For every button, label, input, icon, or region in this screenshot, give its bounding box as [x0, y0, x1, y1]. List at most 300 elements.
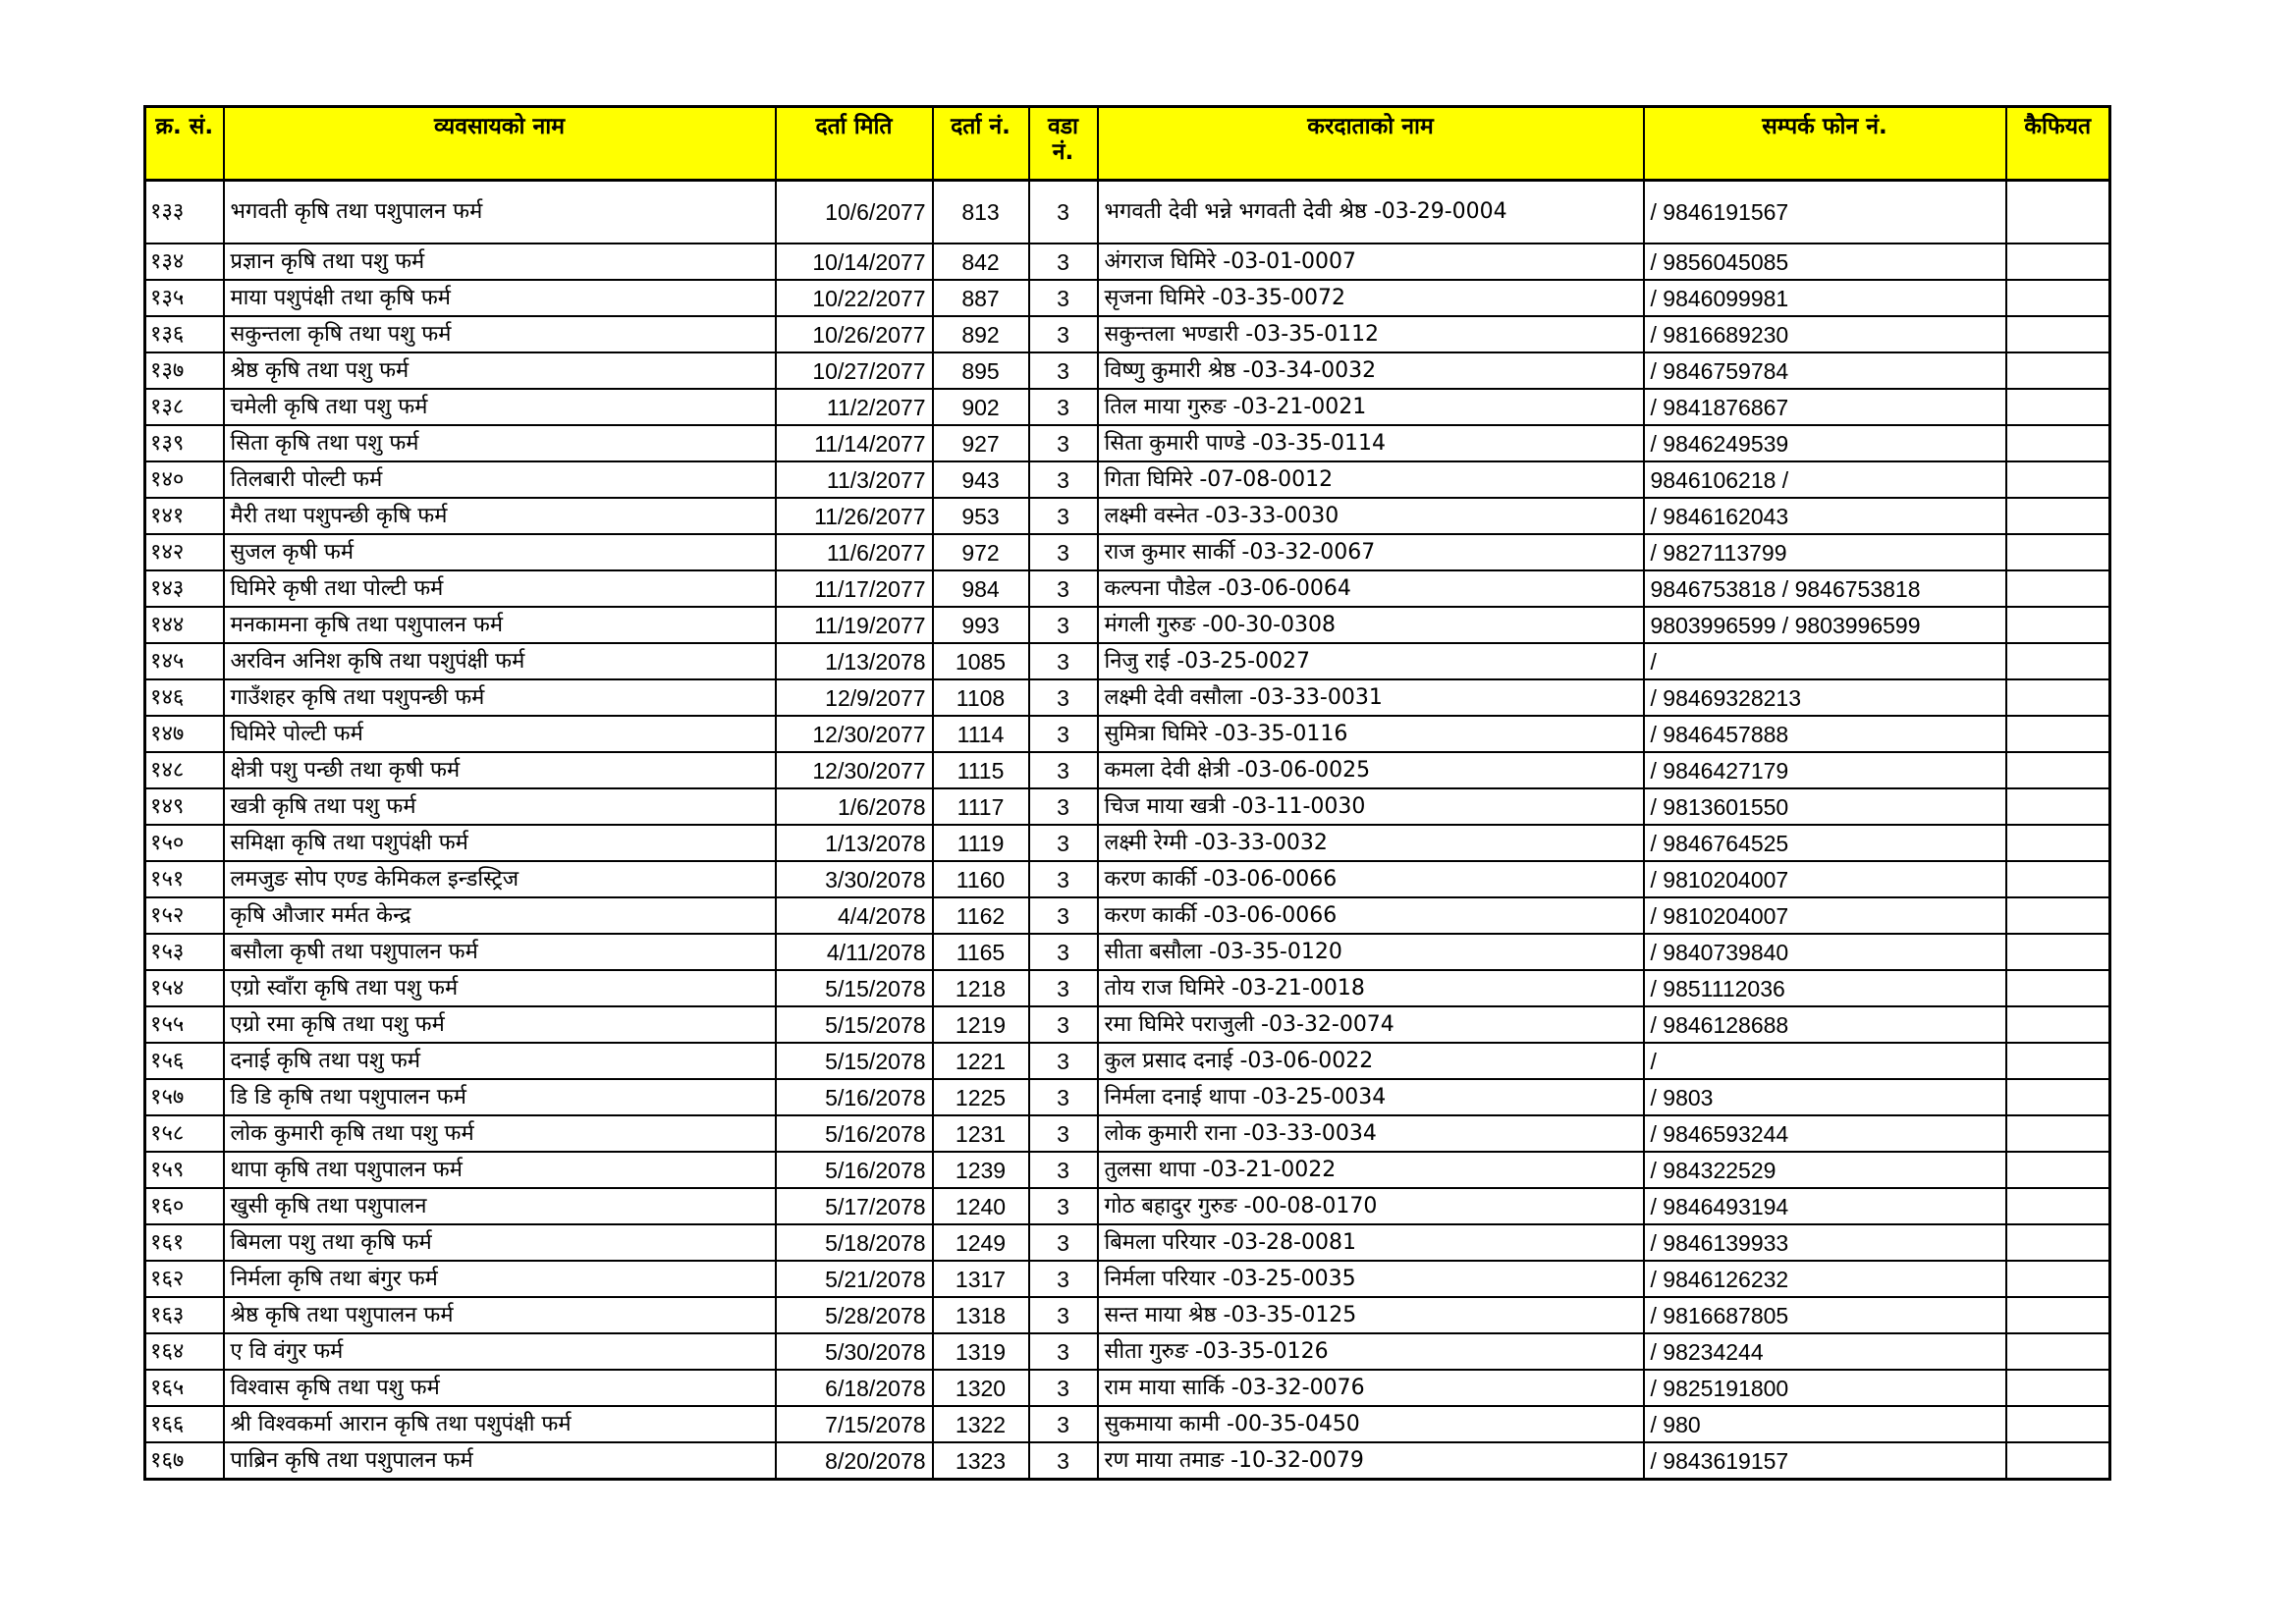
row-registration-number: 1249	[933, 1224, 1029, 1261]
row-remarks	[2006, 752, 2110, 788]
header-registration-number: दर्ता नं.	[933, 107, 1029, 181]
row-business-name: भगवती कृषि तथा पशुपालन फर्म	[224, 181, 776, 244]
row-contact-phone: / 98234244	[1644, 1333, 2006, 1370]
row-business-name: एग्रो स्वाँरा कृषि तथा पशु फर्म	[224, 970, 776, 1006]
row-taxpayer-name: विष्णु कुमारी श्रेष्ठ -03-34-0032	[1098, 352, 1644, 389]
row-business-name: श्रेष्ठ कृषि तथा पशु फर्म	[224, 352, 776, 389]
row-taxpayer-name: करण कार्की -03-06-0066	[1098, 861, 1644, 897]
row-registration-date: 5/18/2078	[776, 1224, 933, 1261]
row-ward-number: 3	[1029, 1152, 1098, 1188]
table-row	[145, 461, 2110, 498]
row-registration-date: 11/14/2077	[776, 425, 933, 461]
row-registration-date: 5/17/2078	[776, 1188, 933, 1224]
row-registration-date: 11/3/2077	[776, 461, 933, 498]
row-ward-number: 3	[1029, 244, 1098, 280]
table-row	[145, 498, 2110, 534]
row-taxpayer-name: सुमित्रा घिमिरे -03-35-0116	[1098, 716, 1644, 752]
row-remarks	[2006, 607, 2110, 643]
row-business-name: निर्मला कृषि तथा बंगुर फर्म	[224, 1261, 776, 1297]
row-registration-date: 6/18/2078	[776, 1370, 933, 1406]
row-registration-date: 10/22/2077	[776, 280, 933, 316]
row-registration-date: 10/6/2077	[776, 181, 933, 244]
row-contact-phone: / 9846457888	[1644, 716, 2006, 752]
row-remarks	[2006, 1442, 2110, 1480]
row-serial-number: १५४	[145, 970, 224, 1006]
row-remarks	[2006, 716, 2110, 752]
row-ward-number: 3	[1029, 181, 1098, 244]
row-registration-date: 5/28/2078	[776, 1297, 933, 1333]
table-row	[145, 1370, 2110, 1406]
row-registration-date: 11/17/2077	[776, 570, 933, 607]
row-contact-phone: / 9846099981	[1644, 280, 2006, 316]
row-business-name: ए वि वंगुर फर्म	[224, 1333, 776, 1370]
table-row	[145, 861, 2110, 897]
row-taxpayer-name: लक्ष्मी देवी वसौला -03-33-0031	[1098, 679, 1644, 716]
row-taxpayer-name: मंगली गुरुङ -00-30-0308	[1098, 607, 1644, 643]
row-registration-number: 895	[933, 352, 1029, 389]
row-remarks	[2006, 1261, 2110, 1297]
row-taxpayer-name: राज कुमार सार्की -03-32-0067	[1098, 534, 1644, 570]
row-contact-phone: / 9846764525	[1644, 825, 2006, 861]
row-ward-number: 3	[1029, 1406, 1098, 1442]
row-business-name: घिमिरे कृषी तथा पोल्टी फर्म	[224, 570, 776, 607]
row-contact-phone: / 9843619157	[1644, 1442, 2006, 1480]
row-taxpayer-name: सिता कुमारी पाण्डे -03-35-0114	[1098, 425, 1644, 461]
row-remarks	[2006, 643, 2110, 679]
table-row	[145, 643, 2110, 679]
row-taxpayer-name: अंगराज घिमिरे -03-01-0007	[1098, 244, 1644, 280]
row-remarks	[2006, 679, 2110, 716]
row-remarks	[2006, 825, 2110, 861]
row-remarks	[2006, 461, 2110, 498]
table-row	[145, 679, 2110, 716]
row-taxpayer-name: करण कार्की -03-06-0066	[1098, 897, 1644, 934]
row-ward-number: 3	[1029, 1006, 1098, 1043]
row-business-name: मैरी तथा पशुपन्छी कृषि फर्म	[224, 498, 776, 534]
row-serial-number: १५९	[145, 1152, 224, 1188]
row-remarks	[2006, 1333, 2110, 1370]
table-header-row	[145, 107, 2110, 181]
row-registration-date: 11/19/2077	[776, 607, 933, 643]
row-registration-date: 12/30/2077	[776, 716, 933, 752]
header-business-name: व्यवसायको नाम	[224, 107, 776, 181]
row-taxpayer-name: सीता गुरुङ -03-35-0126	[1098, 1333, 1644, 1370]
row-remarks	[2006, 1297, 2110, 1333]
row-serial-number: १४८	[145, 752, 224, 788]
row-registration-date: 12/9/2077	[776, 679, 933, 716]
row-ward-number: 3	[1029, 897, 1098, 934]
row-taxpayer-name: भगवती देवी भन्ने भगवती देवी श्रेष्ठ -03-29-0004	[1098, 181, 1644, 244]
row-contact-phone: / 9840739840	[1644, 934, 2006, 970]
row-business-name: घिमिरे पोल्टी फर्म	[224, 716, 776, 752]
row-registration-date: 12/30/2077	[776, 752, 933, 788]
row-registration-date: 10/26/2077	[776, 316, 933, 352]
row-taxpayer-name: लक्ष्मी वस्नेत -03-33-0030	[1098, 498, 1644, 534]
row-registration-date: 1/13/2078	[776, 825, 933, 861]
row-business-name: मनकामना कृषि तथा पशुपालन फर्म	[224, 607, 776, 643]
row-ward-number: 3	[1029, 1297, 1098, 1333]
row-serial-number: १३४	[145, 244, 224, 280]
row-taxpayer-name: रमा घिमिरे पराजुली -03-32-0074	[1098, 1006, 1644, 1043]
row-taxpayer-name: गोठ बहादुर गुरुङ -00-08-0170	[1098, 1188, 1644, 1224]
row-registration-number: 1317	[933, 1261, 1029, 1297]
row-taxpayer-name: लोक कुमारी राना -03-33-0034	[1098, 1115, 1644, 1152]
row-contact-phone: 9803996599 / 9803996599	[1644, 607, 2006, 643]
row-serial-number: १६५	[145, 1370, 224, 1406]
row-contact-phone: / 9810204007	[1644, 897, 2006, 934]
row-ward-number: 3	[1029, 1442, 1098, 1480]
row-business-name: डि डि कृषि तथा पशुपालन फर्म	[224, 1079, 776, 1115]
row-ward-number: 3	[1029, 934, 1098, 970]
row-contact-phone: / 984322529	[1644, 1152, 2006, 1188]
row-remarks	[2006, 1079, 2110, 1115]
row-ward-number: 3	[1029, 461, 1098, 498]
row-ward-number: 3	[1029, 1224, 1098, 1261]
row-serial-number: १६३	[145, 1297, 224, 1333]
row-taxpayer-name: सृजना घिमिरे -03-35-0072	[1098, 280, 1644, 316]
row-contact-phone: / 9846759784	[1644, 352, 2006, 389]
row-serial-number: १५२	[145, 897, 224, 934]
table-row	[145, 970, 2110, 1006]
row-remarks	[2006, 1115, 2110, 1152]
row-taxpayer-name: राम माया सार्कि -03-32-0076	[1098, 1370, 1644, 1406]
row-ward-number: 3	[1029, 679, 1098, 716]
row-registration-number: 1323	[933, 1442, 1029, 1480]
row-contact-phone: / 9851112036	[1644, 970, 2006, 1006]
row-contact-phone: / 9813601550	[1644, 788, 2006, 825]
row-business-name: समिक्षा कृषि तथा पशुपंक्षी फर्म	[224, 825, 776, 861]
table-row	[145, 1442, 2110, 1480]
row-ward-number: 3	[1029, 788, 1098, 825]
row-ward-number: 3	[1029, 752, 1098, 788]
row-registration-date: 4/4/2078	[776, 897, 933, 934]
row-remarks	[2006, 534, 2110, 570]
row-remarks	[2006, 1224, 2110, 1261]
row-registration-number: 927	[933, 425, 1029, 461]
row-registration-number: 1322	[933, 1406, 1029, 1442]
header-remarks: कैफियत	[2006, 107, 2110, 181]
row-registration-number: 1119	[933, 825, 1029, 861]
row-serial-number: १४२	[145, 534, 224, 570]
row-remarks	[2006, 897, 2110, 934]
row-taxpayer-name: सुकमाया कामी -00-35-0450	[1098, 1406, 1644, 1442]
table-row	[145, 1261, 2110, 1297]
row-business-name: लमजुङ सोप एण्ड केमिकल इन्डस्ट्रिज	[224, 861, 776, 897]
row-serial-number: १३९	[145, 425, 224, 461]
table-row	[145, 570, 2110, 607]
row-serial-number: १३३	[145, 181, 224, 244]
row-business-name: श्रेष्ठ कृषि तथा पशुपालन फर्म	[224, 1297, 776, 1333]
row-registration-number: 842	[933, 244, 1029, 280]
row-business-name: प्रज्ञान कृषि तथा पशु फर्म	[224, 244, 776, 280]
row-registration-date: 5/16/2078	[776, 1115, 933, 1152]
row-business-name: सुजल कृषी फर्म	[224, 534, 776, 570]
row-registration-number: 1231	[933, 1115, 1029, 1152]
row-serial-number: १६०	[145, 1188, 224, 1224]
row-ward-number: 3	[1029, 498, 1098, 534]
row-registration-number: 1318	[933, 1297, 1029, 1333]
row-ward-number: 3	[1029, 534, 1098, 570]
row-contact-phone: /	[1644, 643, 2006, 679]
row-business-name: बिमला पशु तथा कृषि फर्म	[224, 1224, 776, 1261]
row-contact-phone: / 9846427179	[1644, 752, 2006, 788]
row-contact-phone: / 9841876867	[1644, 389, 2006, 425]
row-remarks	[2006, 280, 2110, 316]
row-contact-phone: / 9846493194	[1644, 1188, 2006, 1224]
row-registration-date: 5/15/2078	[776, 1043, 933, 1079]
row-ward-number: 3	[1029, 716, 1098, 752]
header-contact-phone: सम्पर्क फोन नं.	[1644, 107, 2006, 181]
row-registration-date: 11/26/2077	[776, 498, 933, 534]
row-registration-date: 5/15/2078	[776, 970, 933, 1006]
row-remarks	[2006, 1370, 2110, 1406]
row-registration-number: 1117	[933, 788, 1029, 825]
row-registration-date: 8/20/2078	[776, 1442, 933, 1480]
row-serial-number: १५०	[145, 825, 224, 861]
row-contact-phone: / 9825191800	[1644, 1370, 2006, 1406]
row-business-name: अरविन अनिश कृषि तथा पशुपंक्षी फर्म	[224, 643, 776, 679]
row-serial-number: १५७	[145, 1079, 224, 1115]
table-row	[145, 1333, 2110, 1370]
table-row	[145, 1115, 2110, 1152]
row-registration-number: 1115	[933, 752, 1029, 788]
row-remarks	[2006, 970, 2110, 1006]
row-contact-phone: / 9846249539	[1644, 425, 2006, 461]
row-registration-date: 5/16/2078	[776, 1152, 933, 1188]
row-remarks	[2006, 934, 2110, 970]
row-contact-phone: /	[1644, 1043, 2006, 1079]
row-registration-number: 1319	[933, 1333, 1029, 1370]
row-serial-number: १६६	[145, 1406, 224, 1442]
row-registration-date: 5/15/2078	[776, 1006, 933, 1043]
row-business-name: एग्रो रमा कृषि तथा पशु फर्म	[224, 1006, 776, 1043]
row-contact-phone: / 9846191567	[1644, 181, 2006, 244]
row-ward-number: 3	[1029, 1043, 1098, 1079]
row-serial-number: १६७	[145, 1442, 224, 1480]
row-serial-number: १४७	[145, 716, 224, 752]
row-remarks	[2006, 570, 2110, 607]
row-registration-date: 1/6/2078	[776, 788, 933, 825]
row-registration-date: 3/30/2078	[776, 861, 933, 897]
row-remarks	[2006, 1406, 2110, 1442]
row-business-name: दनाई कृषि तथा पशु फर्म	[224, 1043, 776, 1079]
row-ward-number: 3	[1029, 425, 1098, 461]
row-contact-phone: / 980	[1644, 1406, 2006, 1442]
table-row	[145, 181, 2110, 244]
table-row	[145, 1224, 2110, 1261]
row-taxpayer-name: सन्त माया श्रेष्ठ -03-35-0125	[1098, 1297, 1644, 1333]
header-ward-number: वडा नं.	[1029, 107, 1098, 181]
row-serial-number: १३८	[145, 389, 224, 425]
row-registration-number: 1240	[933, 1188, 1029, 1224]
table-row	[145, 788, 2110, 825]
row-taxpayer-name: निर्मला दनाई थापा -03-25-0034	[1098, 1079, 1644, 1115]
row-ward-number: 3	[1029, 316, 1098, 352]
row-serial-number: १४५	[145, 643, 224, 679]
row-registration-number: 892	[933, 316, 1029, 352]
table-body	[145, 181, 2110, 1480]
row-registration-number: 887	[933, 280, 1029, 316]
row-serial-number: १५१	[145, 861, 224, 897]
table-row	[145, 897, 2110, 934]
table-row	[145, 425, 2110, 461]
row-registration-number: 953	[933, 498, 1029, 534]
row-contact-phone: / 9846126232	[1644, 1261, 2006, 1297]
row-serial-number: १३५	[145, 280, 224, 316]
row-serial-number: १३७	[145, 352, 224, 389]
row-registration-number: 1114	[933, 716, 1029, 752]
row-remarks	[2006, 181, 2110, 244]
row-contact-phone: / 9803	[1644, 1079, 2006, 1115]
row-business-name: लोक कुमारी कृषि तथा पशु फर्म	[224, 1115, 776, 1152]
row-registration-number: 1239	[933, 1152, 1029, 1188]
table-row	[145, 1406, 2110, 1442]
row-serial-number: १५८	[145, 1115, 224, 1152]
row-taxpayer-name: लक्ष्मी रेग्मी -03-33-0032	[1098, 825, 1644, 861]
row-contact-phone: / 98469328213	[1644, 679, 2006, 716]
row-taxpayer-name: तिल माया गुरुङ -03-21-0021	[1098, 389, 1644, 425]
table-row	[145, 534, 2110, 570]
row-serial-number: १५३	[145, 934, 224, 970]
row-ward-number: 3	[1029, 1115, 1098, 1152]
row-registration-number: 1160	[933, 861, 1029, 897]
row-ward-number: 3	[1029, 861, 1098, 897]
row-registration-date: 10/14/2077	[776, 244, 933, 280]
row-registration-date: 10/27/2077	[776, 352, 933, 389]
table-row	[145, 389, 2110, 425]
row-registration-date: 11/6/2077	[776, 534, 933, 570]
row-ward-number: 3	[1029, 970, 1098, 1006]
row-contact-phone: / 9846593244	[1644, 1115, 2006, 1152]
header-sn: क्र. सं.	[145, 107, 224, 181]
row-business-name: थापा कृषि तथा पशुपालन फर्म	[224, 1152, 776, 1188]
row-business-name: सकुन्तला कृषि तथा पशु फर्म	[224, 316, 776, 352]
row-taxpayer-name: सीता बसौला -03-35-0120	[1098, 934, 1644, 970]
row-registration-number: 813	[933, 181, 1029, 244]
row-taxpayer-name: बिमला परियार -03-28-0081	[1098, 1224, 1644, 1261]
header-registration-date: दर्ता मिति	[776, 107, 933, 181]
row-taxpayer-name: सकुन्तला भण्डारी -03-35-0112	[1098, 316, 1644, 352]
row-serial-number: १६१	[145, 1224, 224, 1261]
row-business-name: श्री विश्वकर्मा आरान कृषि तथा पशुपंक्षी फर्म	[224, 1406, 776, 1442]
row-ward-number: 3	[1029, 570, 1098, 607]
row-contact-phone: 9846753818 / 9846753818	[1644, 570, 2006, 607]
row-contact-phone: 9846106218 /	[1644, 461, 2006, 498]
row-registration-number: 984	[933, 570, 1029, 607]
row-registration-date: 5/21/2078	[776, 1261, 933, 1297]
table-row	[145, 752, 2110, 788]
row-remarks	[2006, 244, 2110, 280]
table-row	[145, 244, 2110, 280]
row-contact-phone: / 9816687805	[1644, 1297, 2006, 1333]
table-row	[145, 934, 2110, 970]
row-taxpayer-name: निजु राई -03-25-0027	[1098, 643, 1644, 679]
row-ward-number: 3	[1029, 1333, 1098, 1370]
row-business-name: सिता कृषि तथा पशु फर्म	[224, 425, 776, 461]
row-ward-number: 3	[1029, 1261, 1098, 1297]
row-registration-number: 993	[933, 607, 1029, 643]
row-business-name: खुसी कृषि तथा पशुपालन	[224, 1188, 776, 1224]
row-registration-number: 1218	[933, 970, 1029, 1006]
row-business-name: खत्री कृषि तथा पशु फर्म	[224, 788, 776, 825]
table-row	[145, 1043, 2110, 1079]
row-ward-number: 3	[1029, 1188, 1098, 1224]
row-business-name: गाउँशहर कृषि तथा पशुपन्छी फर्म	[224, 679, 776, 716]
table-row	[145, 607, 2110, 643]
row-registration-number: 1085	[933, 643, 1029, 679]
row-contact-phone: / 9827113799	[1644, 534, 2006, 570]
row-business-name: चमेली कृषि तथा पशु फर्म	[224, 389, 776, 425]
row-taxpayer-name: चिज माया खत्री -03-11-0030	[1098, 788, 1644, 825]
row-ward-number: 3	[1029, 389, 1098, 425]
table-row	[145, 352, 2110, 389]
row-contact-phone: / 9856045085	[1644, 244, 2006, 280]
row-business-name: पाब्रिन कृषि तथा पशुपालन फर्म	[224, 1442, 776, 1480]
row-ward-number: 3	[1029, 607, 1098, 643]
row-ward-number: 3	[1029, 1370, 1098, 1406]
row-contact-phone: / 9810204007	[1644, 861, 2006, 897]
row-business-name: बसौला कृषी तथा पशुपालन फर्म	[224, 934, 776, 970]
table-row	[145, 825, 2110, 861]
row-remarks	[2006, 389, 2110, 425]
table-row	[145, 1297, 2110, 1333]
row-ward-number: 3	[1029, 825, 1098, 861]
row-registration-number: 1320	[933, 1370, 1029, 1406]
row-taxpayer-name: कुल प्रसाद दनाई -03-06-0022	[1098, 1043, 1644, 1079]
row-business-name: कृषि औजार मर्मत केन्द्र	[224, 897, 776, 934]
row-registration-number: 1221	[933, 1043, 1029, 1079]
row-serial-number: १४०	[145, 461, 224, 498]
header-taxpayer-name: करदाताको नाम	[1098, 107, 1644, 181]
row-registration-number: 1162	[933, 897, 1029, 934]
row-serial-number: १४३	[145, 570, 224, 607]
row-remarks	[2006, 1188, 2110, 1224]
row-business-name: क्षेत्री पशु पन्छी तथा कृषी फर्म	[224, 752, 776, 788]
row-serial-number: १३६	[145, 316, 224, 352]
row-taxpayer-name: तोय राज घिमिरे -03-21-0018	[1098, 970, 1644, 1006]
row-contact-phone: / 9846162043	[1644, 498, 2006, 534]
row-registration-date: 5/16/2078	[776, 1079, 933, 1115]
row-ward-number: 3	[1029, 1079, 1098, 1115]
row-business-name: तिलबारी पोल्टी फर्म	[224, 461, 776, 498]
row-taxpayer-name: कमला देवी क्षेत्री -03-06-0025	[1098, 752, 1644, 788]
row-contact-phone: / 9816689230	[1644, 316, 2006, 352]
row-serial-number: १४६	[145, 679, 224, 716]
row-registration-date: 5/30/2078	[776, 1333, 933, 1370]
table-row	[145, 716, 2110, 752]
row-serial-number: १६४	[145, 1333, 224, 1370]
row-remarks	[2006, 788, 2110, 825]
row-remarks	[2006, 498, 2110, 534]
row-registration-date: 4/11/2078	[776, 934, 933, 970]
table-row	[145, 1006, 2110, 1043]
table-row	[145, 1152, 2110, 1188]
row-registration-number: 902	[933, 389, 1029, 425]
row-remarks	[2006, 1152, 2110, 1188]
row-contact-phone: / 9846128688	[1644, 1006, 2006, 1043]
row-remarks	[2006, 425, 2110, 461]
row-taxpayer-name: तुलसा थापा -03-21-0022	[1098, 1152, 1644, 1188]
row-ward-number: 3	[1029, 643, 1098, 679]
row-registration-number: 1225	[933, 1079, 1029, 1115]
row-contact-phone: / 9846139933	[1644, 1224, 2006, 1261]
row-business-name: विश्वास कृषि तथा पशु फर्म	[224, 1370, 776, 1406]
row-business-name: माया पशुपंक्षी तथा कृषि फर्म	[224, 280, 776, 316]
row-registration-number: 943	[933, 461, 1029, 498]
row-registration-date: 11/2/2077	[776, 389, 933, 425]
row-registration-date: 1/13/2078	[776, 643, 933, 679]
row-remarks	[2006, 861, 2110, 897]
